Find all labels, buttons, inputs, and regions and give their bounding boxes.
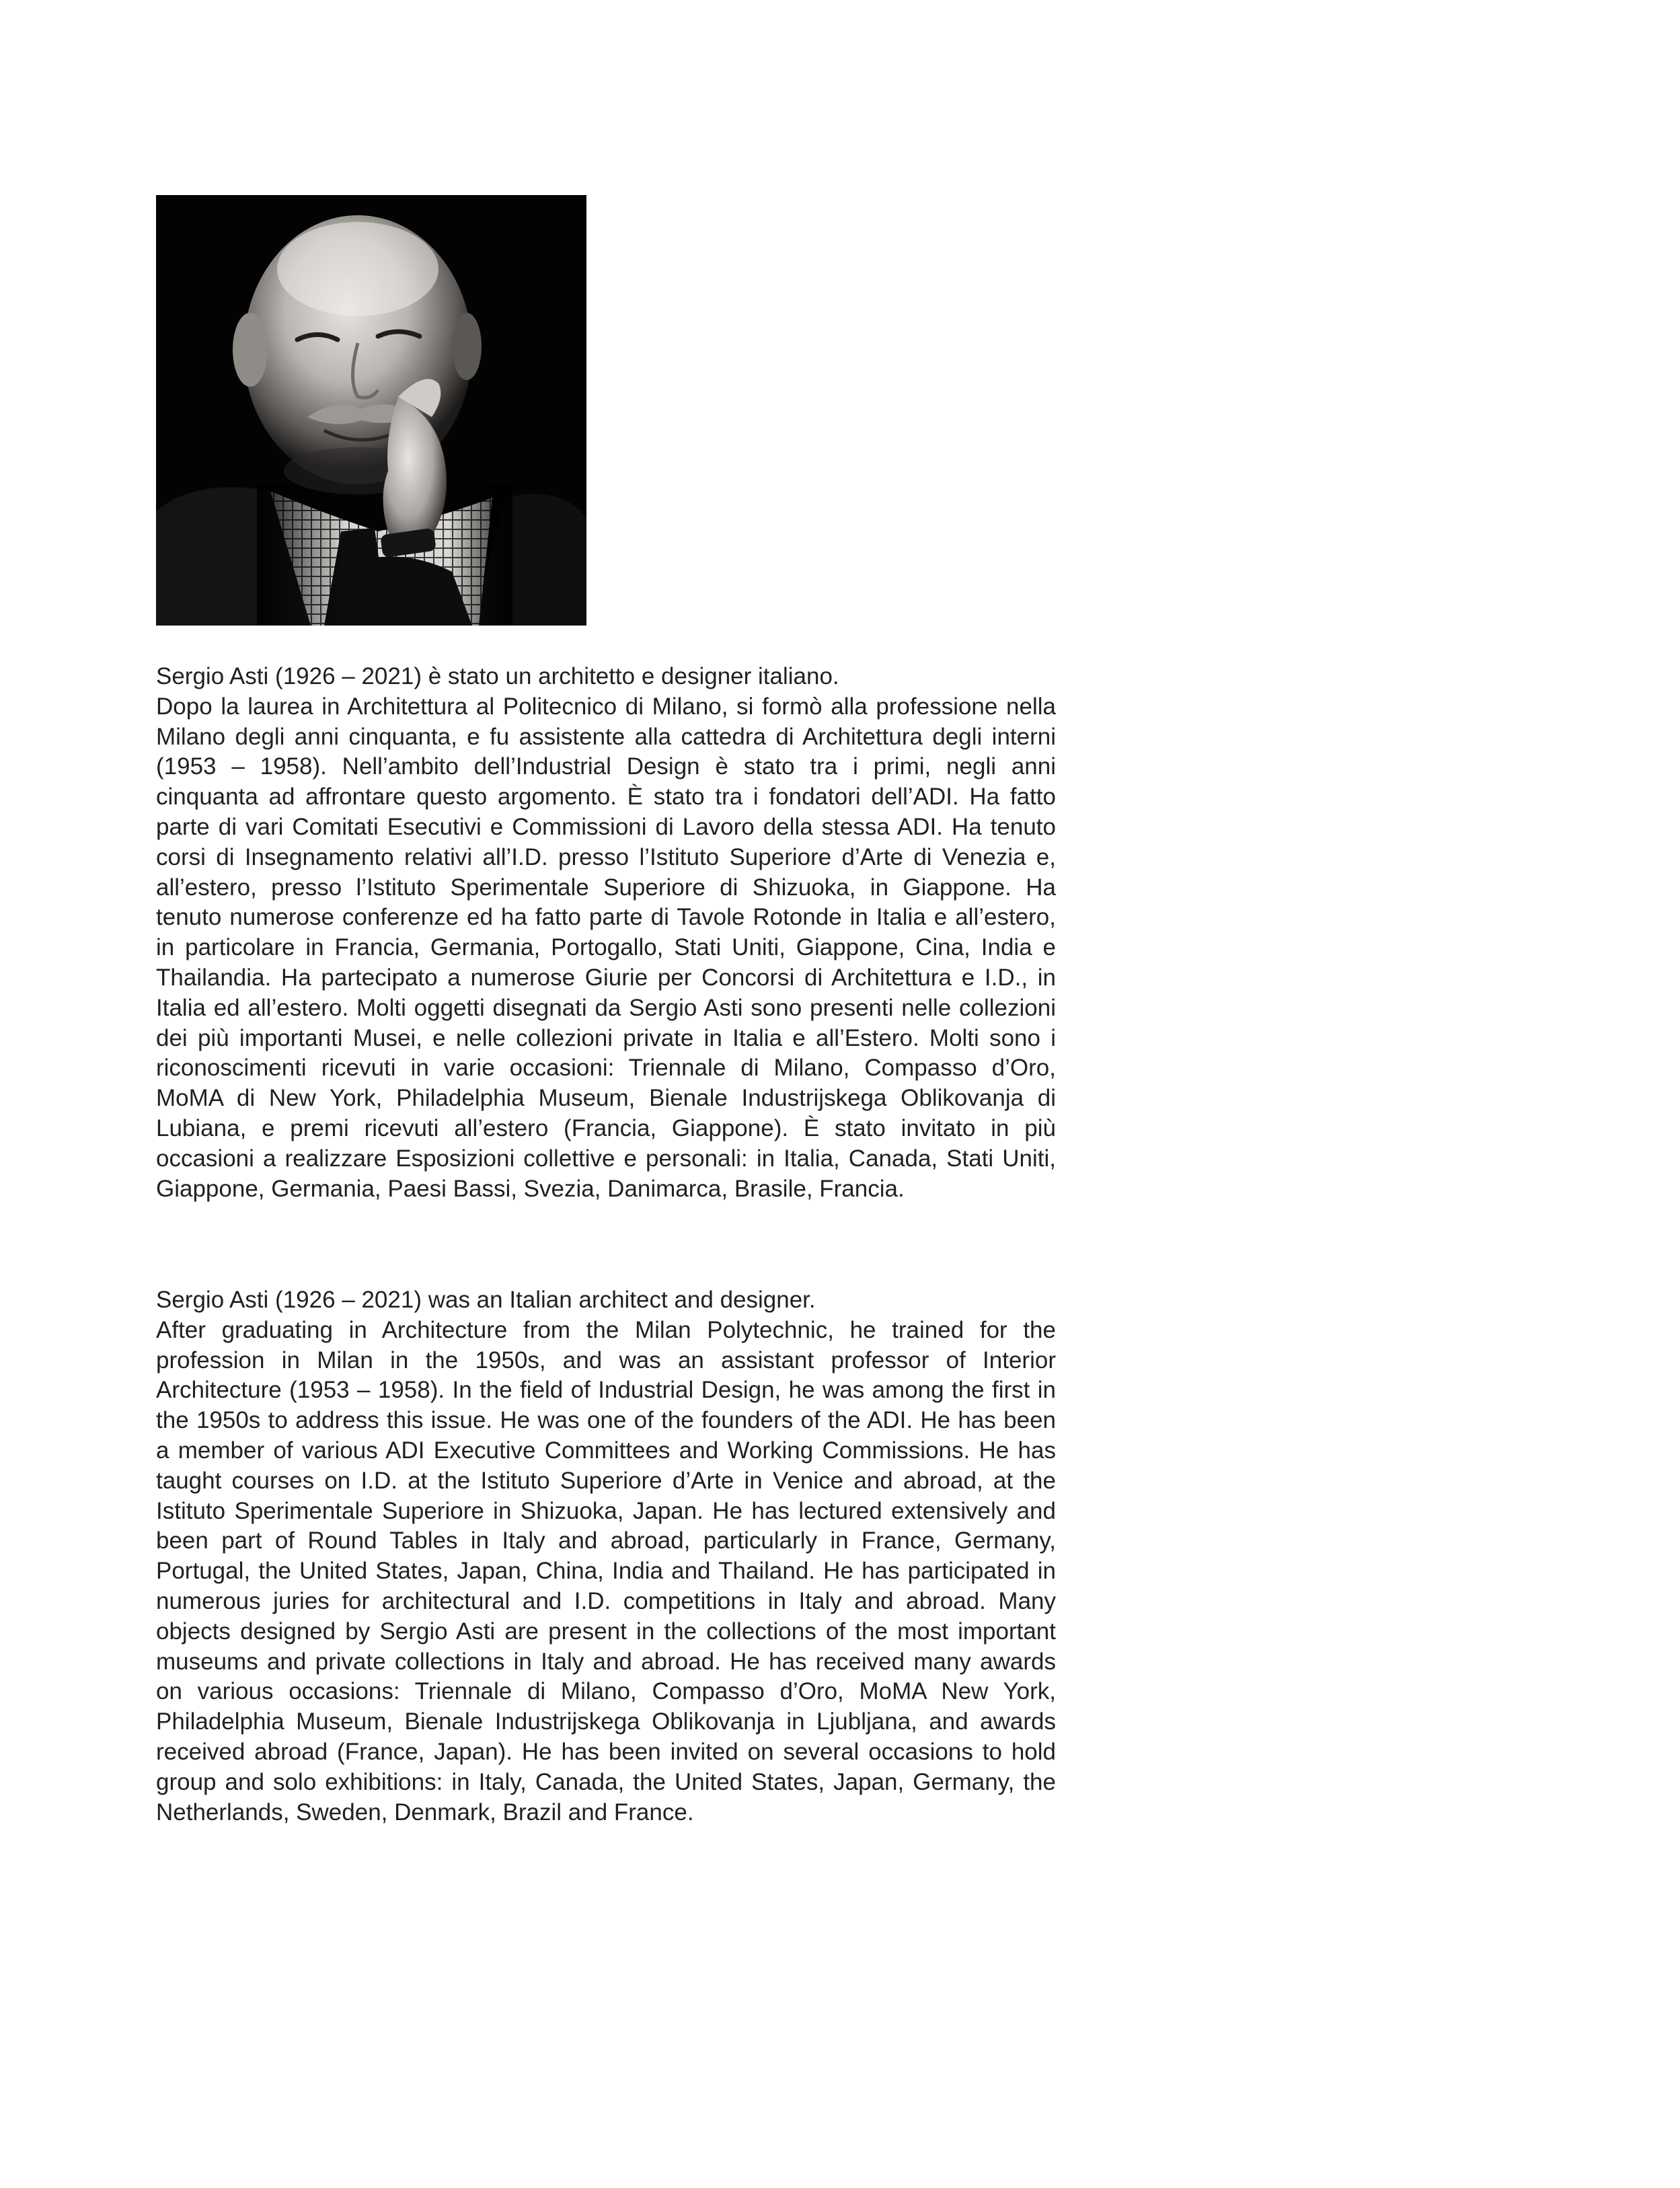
bio-english-text: After graduating in Architecture from the Milan Polytechnic, he trained for the profession in Milan in the 1950s, and was an assistant professor of Interior Architecture (1953 – 1958). In the field of Industrial Design, he was among the first in the 1950s to address this issue. He was one of the founders of the ADI. He has been a member of various ADI Executive Committees and Working Commissions. He has taught courses on I.D. at the Istituto Superiore d’Arte in Venice and abroad, at the Istituto Sperimentale Superiore in Shizuoka, Japan. He has lectured extensively and been part of Round Tables in Italy and abroad, particularly in France, Germany, Portugal, the United States, Japan, China, India and Thailand. He has participated in numerous juries for architectural and I.D. competitions in Italy and abroad. Many objects designed by Sergio Asti are present in the collections of the most important museums and private collections in Italy and abroad. He has received many awards on various occasions: Triennale di Milano, Compasso d’Oro, MoMA New York, Philadelphia Museum, Bienale Industrijskega Oblikovanja in Ljubljana, and awards received abroad (France, Japan). He has been invited on several occasions to hold group and solo exhibitions: in Italy, Canada, the United States, Japan, Germany, the Netherlands, Sweden, Denmark, Brazil and France. [156, 1316, 1056, 1825]
bio-italian [156, 662, 1056, 1204]
bio-italian-heading: Sergio Asti (1926 – 2021) è stato un architetto e designer italiano. [156, 663, 839, 689]
bio-italian-text: Dopo la laurea in Architettura al Politecnico di Milano, si formò alla professione nella Milano degli anni cinquanta, e fu assistente alla cattedra di Architettura degli interni (1953 – 1958). Nell’ambito dell’Industrial Design è stato tra i primi, negli anni cinquanta ad affrontare questo argomento. È stato tra i fondatori dell’ADI. Ha fatto parte di vari Comitati Esecutivi e Commissioni di Lavoro della stessa ADI. Ha tenuto corsi di Insegnamento relativi all’I.D. presso l’Istituto Superiore d’Arte di Venezia e, all’estero, presso l’Istituto Sperimentale Superiore di Shizuoka, in Giappone. Ha tenuto numerose conferenze ed ha fatto parte di Tavole Rotonde in Italia e all’estero, in particolare in Francia, Germania, Portogallo, Stati Uniti, Giappone, Cina, India e Thailandia. Ha partecipato a numerose Giurie per Concorsi di Architettura e I.D., in Italia ed all’estero. Molti oggetti disegnati da Sergio Asti sono presenti nelle collezioni dei più importanti Musei, e nelle collezioni private in Italia e all’Estero. Molti sono i riconoscimenti ricevuti in varie occasioni: Triennale di Milano, Compasso d’Oro, MoMA di New York, Philadelphia Museum, Bienale Industrijskega Oblikovanja di Lubiana, e premi ricevuti all’estero (Francia, Giappone). È stato invitato in più occasioni a realizzare Esposizioni collettive e personali: in Italia, Canada, Stati Uniti, Giappone, Germania, Paesi Bassi, Svezia, Danimarca, Brasile, Francia. [156, 693, 1056, 1202]
bio-english-heading: Sergio Asti (1926 – 2021) was an Italian architect and designer. [156, 1287, 816, 1313]
portrait-photo [156, 195, 586, 626]
bio-english [156, 1285, 1056, 1827]
